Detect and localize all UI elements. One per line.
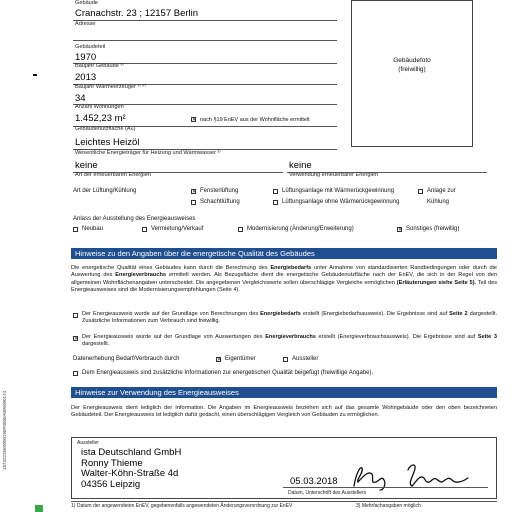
label-window-ventilation: Fensterlüftung (200, 188, 239, 194)
checkbox-additional-info[interactable] (73, 371, 78, 376)
issuer-person: Ronny Thieme (81, 457, 143, 469)
area-checkbox[interactable]: ✕ (192, 117, 197, 123)
year-built-label: Baujahr Gebäude ³⁾ (75, 63, 124, 69)
label-ventilation-no-recovery: Lüftungsanlage ohne Wärmerückgewinnung (282, 199, 400, 205)
label-issuer: Aussteller (292, 356, 319, 362)
footnote-divider (71, 501, 497, 502)
consumption-certificate-text: Der Energieausweis wurde auf der Grundlage von Auswertungen des Energieverbrauchs erstellt (Energieverbrauchsausweis). Die Ergebnisse sind auf Seite 3 dargestellt. (82, 334, 498, 348)
page-marker (35, 505, 43, 512)
area-label: Gebäudenutzfläche (AN) (75, 126, 136, 132)
renewable-value: keine (75, 160, 98, 171)
issue-date: 05.03.2018 (290, 476, 338, 487)
footnote-left: 1) Datum der angewendeten EnEV, gegebenenfalls angewendeten Änderungsverordnung zur EnEV (71, 503, 293, 509)
year-built-value: 1970 (75, 52, 97, 63)
year-generator-label: Baujahr Wärmeerzeuger ³⁾ ⁴⁾ (75, 84, 147, 90)
issuer-signature (348, 460, 488, 494)
checkbox-new-building[interactable] (73, 227, 78, 232)
building-photo-box (351, 0, 473, 147)
label-rent-sale: Vermietung/Verkauf (151, 226, 204, 232)
ventilation-label: Art der Lüftung/Kühlung (73, 188, 137, 194)
checkbox-demand-certificate[interactable] (73, 313, 78, 318)
checkbox-modernisation[interactable] (238, 227, 243, 232)
area-check-label: nach §19 EnEV aus der Wohnfläche ermittelt (200, 117, 310, 123)
checkbox-cooling-system[interactable] (418, 189, 423, 194)
section-usage-header: Hinweise zur Verwendung des Energieausweises (71, 387, 497, 398)
checkbox-ventilation-no-recovery[interactable] (273, 200, 278, 205)
label-modernisation: Modernisierung (Änderung/Erweiterung) (247, 226, 354, 232)
section-usage-text: Der Energieausweis dient lediglich der Information. Die Angaben im Energieausweis beziehen sich auf das gesamte Wohngebäude oder den oben bezeichneten Gebäudeteil. Der Energieausweis ist lediglich dafür gedacht, einen überschlägigen Vergleich von Gebäuden zu ermöglichen. (71, 405, 497, 419)
checkbox-owner[interactable]: ✕ (217, 357, 222, 363)
issuer-label: Aussteller (77, 440, 99, 446)
margin-mark (33, 74, 37, 76)
issuer-city: 04356 Leipzig (81, 478, 141, 490)
area-value: 1.452,23 m² (75, 113, 126, 124)
issuer-address (81, 448, 181, 490)
part-line-top (73, 40, 337, 41)
label-cooling-continuation: Kühlung (427, 199, 450, 205)
checkbox-consumption-certificate[interactable]: ✕ (74, 336, 79, 342)
photo-subtitle: (freiwillig) (398, 66, 426, 73)
year-generator-value: 2013 (75, 72, 97, 83)
checkbox-rent-sale[interactable] (142, 227, 147, 232)
label-cooling-system: Anlage zur (427, 188, 456, 194)
renewable-use-label: Verwendung erneuerbarer Energien (289, 172, 378, 178)
energy-carrier-value: Leichtes Heizöl (75, 137, 140, 148)
section-quality-header: Hinweise zu den Angaben über die energetische Qualität des Gebäudes (71, 248, 497, 259)
units-label: Anzahl Wohnungen (75, 104, 124, 110)
demand-certificate-text: Der Energieausweis wurde auf der Grundlage von Berechnungen des Energiebedarfs erstellt (Energiebedarfsausweis). Die Ergebnisse sind auf Seite 2 dargestellt. Zusätzliche Informationen zum Verbrauch sind freiwillig. (82, 311, 497, 325)
checkbox-issuer[interactable] (283, 357, 288, 362)
issuer-street: Walter-Köhn-Straße 4d (81, 468, 179, 480)
label-owner: Eigentümer (225, 356, 256, 362)
building-part-label: Gebäudeteil (75, 44, 106, 50)
building-label: Gebäude (75, 0, 99, 6)
label-ventilation-heat-recovery: Lüftungsanlage mit Wärmerückgewinnung (282, 188, 395, 194)
checkbox-ventilation-heat-recovery[interactable] (273, 189, 278, 194)
data-collection-label: Datenerhebung Bedarf/Verbrauch durch (73, 356, 180, 362)
checkbox-shaft-ventilation[interactable] (191, 200, 196, 205)
label-other: Sonstiges (freiwillig) (406, 226, 460, 232)
address-label: Adresse (75, 21, 96, 27)
footnote-right: 3) Mehrfachangaben möglich (356, 503, 421, 509)
signature-line (283, 487, 488, 488)
label-shaft-ventilation: Schachtlüftung (200, 199, 240, 205)
checkbox-other[interactable]: ✕ (398, 227, 403, 233)
energy-carrier-label: Wesentliche Energieträger für Heizung und Warmwasser ³⁾ (75, 150, 221, 156)
label-new-building: Neubau (82, 226, 104, 232)
side-barcode-text: 18732226E0000198P0000A000000174 (2, 390, 7, 470)
label-additional-info: Dem Energieausweis sind zusätzliche Informationen zur energetischen Qualität beigefügt (freiwillige Angabe). (82, 370, 374, 376)
photo-title: Gebäudefoto (393, 57, 431, 64)
issuer-company: ista Deutschland GmbH (81, 447, 182, 458)
renewable-label: Art der erneuerbaren Energien (75, 172, 151, 178)
renewable-use-value: keine (289, 160, 312, 171)
section-quality-intro: Die energetische Qualität eines Gebäudes kann durch die Berechnung des Energiebedarfs unter Annahme von standardisierten Randbedingungen oder durch die Auswertung des Energieverbrauchs ermittelt werden. Als Bezugsfläche dient die energetische Gebäudenutzfläche nach der EnEV, die sich in der Regel von den allgemeinen Wohnflächenangaben unterscheidet. Die angegebenen Vergleichswerte sollen überschlägige Vergleiche ermöglichen (Erläuterungen siehe Seite 5). Teil des Energieausweises sind die Modernisierungsempfehlungen (Seite 4). (71, 265, 497, 293)
occasion-label: Anlass der Ausstellung des Energieausweises (73, 216, 196, 222)
address-value: Cranachstr. 23 ; 12157 Berlin (75, 8, 199, 19)
units-value: 34 (75, 93, 86, 104)
address-line (73, 20, 337, 21)
checkbox-window-ventilation[interactable]: ✕ (192, 189, 197, 195)
signature-caption: Datum, Unterschrift des Ausstellers (288, 490, 367, 496)
